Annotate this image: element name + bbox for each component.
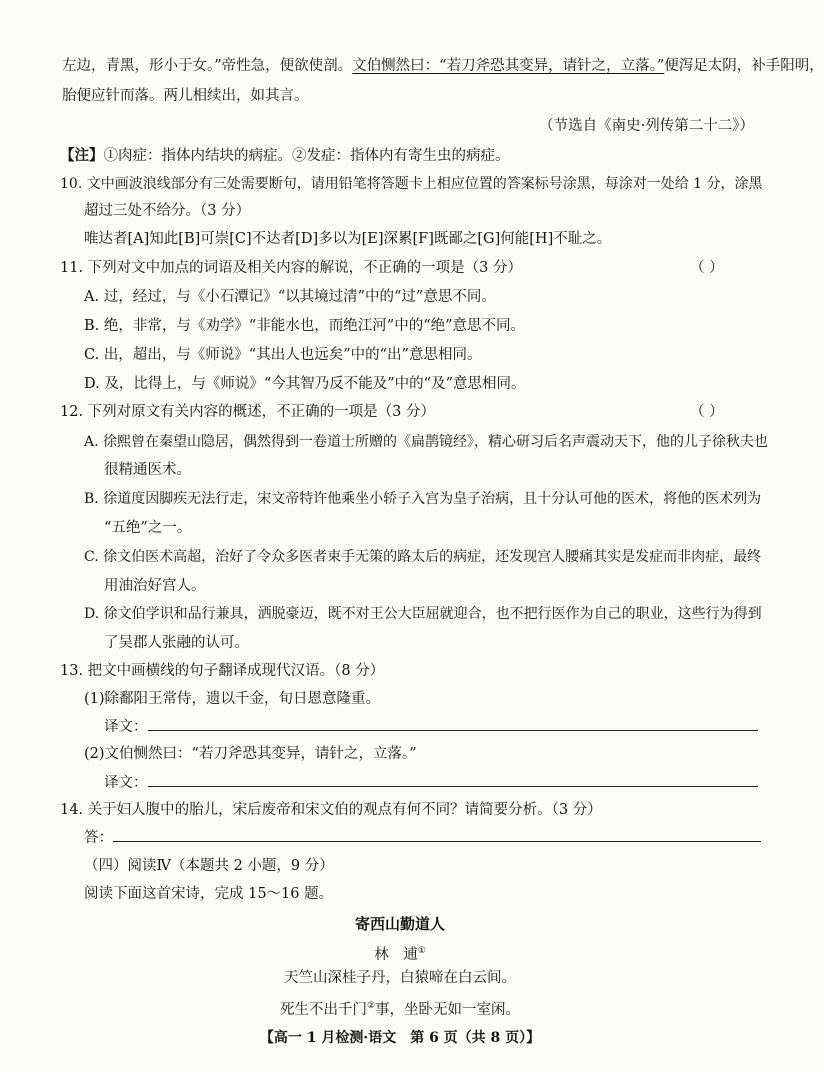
q12-stem: 12. 下列对原文有关内容的概述，不正确的一项是（3 分） [60,404,436,420]
q12-option-a: A. 徐熙曾在秦望山隐居，偶然得到一卷道士所赠的《扁鹊镜经》，精心研习后名声震动天下，他的儿子徐秋夫也 [84,434,769,450]
q12-answer-paren: （ ） [690,404,724,420]
q12-option-d: D. 徐文伯学识和品行兼具，洒脱豪迈，既不对王公大臣屈就迎合，也不把行医作为自己的职业，这些行为得到 [84,606,762,622]
q11-answer-paren: （ ） [690,260,724,276]
underlined-sentence: 文伯恻然曰：“若刀斧恐其变异，请针之，立落。” [352,58,665,74]
passage-line-1 [62,56,824,76]
q10-sentence: 唯达者[A]知此[B]可崇[C]不达者[D]多以为[E]深累[F]既鄙之[G]何能[H]不耻之。 [84,231,612,247]
poem-text: 事，坐卧无如一室闲。 [375,1001,521,1018]
poem-line-1: 天竺山深桂子丹，白猿啼在白云间。 [284,970,516,986]
answer-label: 答： [84,830,113,846]
q13-answer-row-2 [104,772,758,793]
q12-option-c: C. 徐文伯医术高超，治好了令众多医者束手无策的路太后的病症，还发现宫人腰痛其实是发症而非肉症，最终 [84,549,762,565]
q12-option-b: B. 徐道度因脚疾无法行走，宋文帝特许他乘坐小轿子入宫为皇子治病，且十分认可他的医术，将他的医术列为 [84,491,762,507]
page-footer: 【高一 1 月检测·语文 第 6 页（共 8 页）】 [259,1030,541,1046]
note-label: 【注】 [60,147,104,164]
q12-option-b-cont: “五绝”之一。 [104,520,192,536]
passage-source: （节选自《南史·列传第二十二》） [539,118,754,134]
annotation-note [60,146,510,166]
q13-stem: 13. 把文中画横线的句子翻译成现代汉语。（8 分） [60,663,385,679]
q14-answer-row [84,827,761,848]
q12-option-d-cont: 了吴郡人张融的认可。 [104,635,249,651]
answer-label: 译文： [104,719,148,735]
answer-line[interactable] [113,827,761,842]
footnote-mark: ② [366,1001,376,1011]
answer-label: 译文： [104,775,148,791]
poem-text: 死生不出千门 [279,1001,367,1018]
q11-option-c: C. 出，超出，与《师说》“其出人也远矣”中的“出”意思相同。 [84,347,482,363]
q11-option-b: B. 绝，非常，与《劝学》“非能水也，而绝江河”中的“绝”意思不同。 [84,318,526,334]
q10-stem-line-2: 超过三处不给分。（3 分） [84,203,251,219]
poem-line-2 [0,996,800,1020]
passage-line-2: 胎便应针而落。两儿相续出，如其言。 [62,88,309,104]
q12-option-c-cont: 用油治好宫人。 [104,578,206,594]
poem-title: 寄西山勤道人 [354,915,445,933]
footnote-mark: ① [417,946,426,956]
note-text: ①肉症：指体内结块的病症。②发症：指体内有寄生虫的病症。 [103,148,510,164]
author-name: 林 逋 [374,946,418,963]
q11-option-d: D. 及，比得上，与《师说》“今其智乃反不能及”中的“及”意思相同。 [84,376,526,392]
q13-sentence-1: (1)除鄱阳王常侍，遗以千金，旬日恩意隆重。 [84,691,381,707]
answer-line[interactable] [148,716,758,731]
poem-author [0,941,800,965]
section-heading: （四）阅读Ⅳ（本题共 2 小题，9 分） [84,858,334,874]
section-intro: 阅读下面这首宋诗，完成 15～16 题。 [84,886,334,902]
q10-stem-line-1: 10. 文中画波浪线部分有三处需要断句，请用铅笔将答题卡上相应位置的答案标号涂黑，每涂对一处给 1 分，涂黑 [60,176,763,192]
passage-text: 左边，青黑，形小于女。”帝性急，便欲使剖。 [62,58,353,74]
q11-stem: 11. 下列对文中加点的词语及相关内容的解说，不正确的一项是（3 分） [60,260,523,276]
q14-stem: 14. 关于妇人腹中的胎儿，宋后废帝和宋文伯的观点有何不同？请简要分析。（3 分） [60,802,602,818]
answer-line[interactable] [148,772,758,787]
q13-sentence-2: (2)文伯恻然曰：“若刀斧恐其变异，请针之，立落。” [84,746,417,762]
q12-option-a-cont: 很精通医术。 [104,462,191,478]
q11-option-a: A. 过，经过，与《小石潭记》“以其境过清”中的“过”意思不同。 [84,289,496,305]
passage-text: 便泻足太阴，补手阳明， [664,58,824,74]
q13-answer-row-1 [104,716,758,737]
